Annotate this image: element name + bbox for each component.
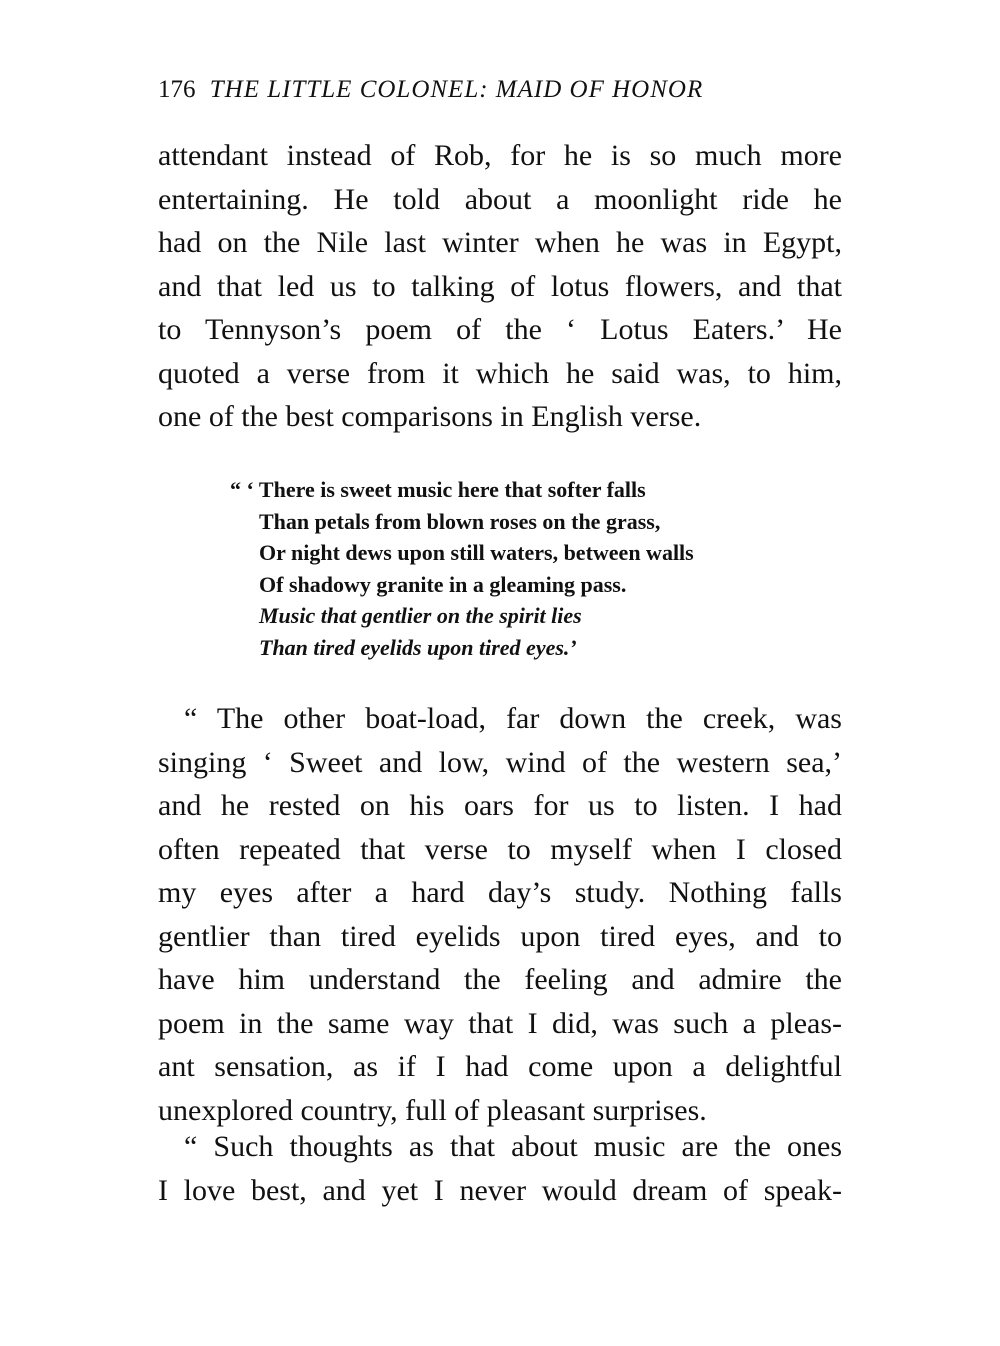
text-line: had on the Nile last winter when he was in Egypt,: [158, 226, 842, 259]
text-line: entertaining. He told about a moonlight ride he: [158, 182, 842, 216]
page-number: 176: [158, 76, 196, 103]
text-line: and that led us to talking of lotus flowers, and that: [158, 269, 842, 303]
text-line: I love best, and yet I never would dream of speak-: [158, 1173, 842, 1207]
text-line: attendant instead of Rob, for he is so much more: [158, 139, 842, 172]
text-line: and he rested on his oars for us to listen. I had: [158, 789, 842, 822]
paragraph-2: [158, 697, 842, 1132]
text-line: have him understand the feeling and admire the: [158, 963, 842, 996]
text-line: “ Such thoughts as that about music are the ones: [184, 1130, 842, 1163]
text-line: to Tennyson’s poem of the ‘ Lotus Eaters.’ He: [158, 313, 842, 346]
text-line: unexplored country, full of pleasant surprises.: [158, 1093, 707, 1127]
text-line: gentlier than tired eyelids upon tired eyes, and to: [158, 919, 842, 953]
poem-line: Than petals from blown roses on the grass,: [259, 508, 661, 534]
text-line: one of the best comparisons in English verse.: [158, 400, 702, 433]
text-line: “ The other boat-load, far down the creek, was: [184, 702, 842, 735]
poem-line: Than tired eyelids upon tired eyes.’: [259, 634, 577, 660]
running-title: THE LITTLE COLONEL: MAID OF HONOR: [209, 76, 704, 103]
text-line: singing ‘ Sweet and low, wind of the western sea,’: [158, 745, 842, 779]
poem-line: Of shadowy granite in a gleaming pass.: [259, 571, 627, 597]
poem-line: Or night dews upon still waters, between walls: [259, 540, 694, 565]
text-line: ant sensation, as if I had come upon a delightful: [158, 1050, 842, 1083]
poem-line: Music that gentlier on the spirit lies: [259, 603, 582, 628]
poem-line: “ ‘ There is sweet music here that softer falls: [230, 477, 646, 502]
text-line: poem in the same way that I did, was such a pleas-: [158, 1006, 842, 1040]
paragraph-1: [158, 134, 842, 439]
paragraph-3: [158, 1125, 842, 1212]
text-line: my eyes after a hard day’s study. Nothing falls: [158, 876, 842, 909]
text-line: often repeated that verse to myself when I closed: [158, 832, 842, 866]
text-line: quoted a verse from it which he said was, to him,: [158, 356, 842, 390]
running-head: [158, 70, 848, 110]
poem-quotation: [230, 474, 790, 663]
